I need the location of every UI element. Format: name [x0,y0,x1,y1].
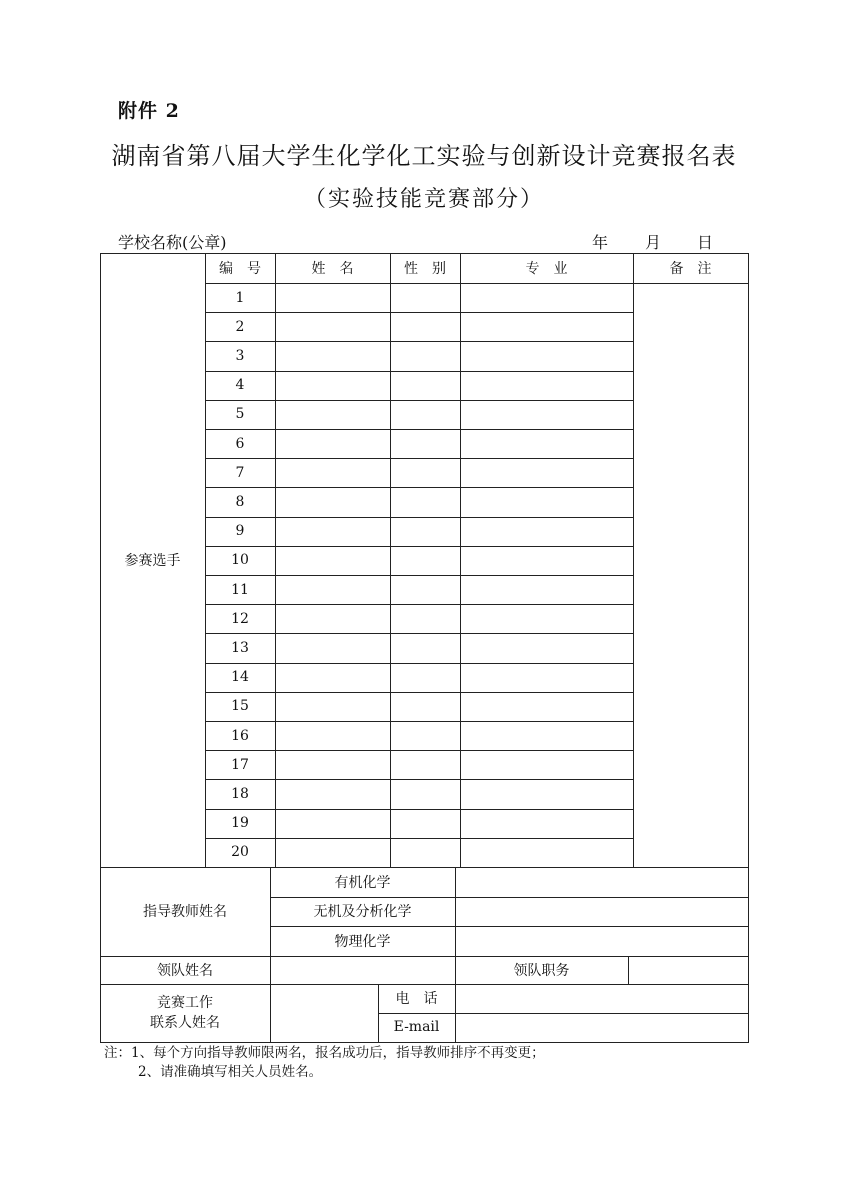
participant-major-field[interactable] [460,371,633,400]
row-number: 1 [235,289,245,306]
participant-gender-field[interactable] [390,283,460,312]
col-header-major: 专业 [525,261,582,277]
participant-gender-field[interactable] [390,721,460,750]
day-label: 日 [697,233,714,252]
participant-name-field[interactable] [275,341,390,370]
participant-major-field[interactable] [460,633,633,662]
participant-major-field[interactable] [460,575,633,604]
participant-gender-field[interactable] [390,341,460,370]
participant-name-field[interactable] [275,429,390,458]
participant-name-field[interactable] [275,779,390,808]
participant-name-field[interactable] [275,838,390,867]
participant-major-field[interactable] [460,779,633,808]
participant-name-field[interactable] [275,458,390,487]
phone-field[interactable] [455,984,748,1013]
participant-name-field[interactable] [275,517,390,546]
participant-name-field[interactable] [275,721,390,750]
participants-label: 参赛选手 [124,553,181,569]
participant-name-field[interactable] [275,750,390,779]
row-number: 5 [235,406,245,423]
advisor-name-label: 指导教师姓名 [143,904,227,921]
notes [104,1044,545,1082]
leader-name-field[interactable] [270,956,455,984]
participant-major-field[interactable] [460,546,633,575]
participant-name-field[interactable] [275,604,390,633]
participant-gender-field[interactable] [390,487,460,516]
email-label: E-mail [393,1019,440,1035]
col-header-name: 姓名 [311,261,368,277]
participant-name-field[interactable] [275,312,390,341]
row-number: 12 [231,610,249,627]
row-number: 16 [231,727,249,744]
participant-gender-field[interactable] [390,546,460,575]
participant-gender-field[interactable] [390,371,460,400]
leader-position-field[interactable] [628,956,748,984]
participant-gender-field[interactable] [390,633,460,662]
col-header-gender: 性别 [404,261,460,277]
participant-gender-field[interactable] [390,663,460,692]
participant-gender-field[interactable] [390,575,460,604]
participant-major-field[interactable] [460,838,633,867]
participant-gender-field[interactable] [390,750,460,779]
advisor-inorganic-analytical-field[interactable] [455,897,748,927]
participant-major-field[interactable] [460,604,633,633]
contact-person-label-line1: 竞赛工作 [157,994,213,1011]
advisor-physical-label: 物理化学 [334,933,391,950]
participant-gender-field[interactable] [390,400,460,429]
participant-major-field[interactable] [460,809,633,838]
leader-position-label: 领队职务 [513,962,570,979]
row-number: 4 [235,377,245,394]
participant-gender-field[interactable] [390,604,460,633]
participant-gender-field[interactable] [390,779,460,808]
participant-major-field[interactable] [460,721,633,750]
row-number: 18 [231,785,249,802]
participant-name-field[interactable] [275,546,390,575]
participant-major-field[interactable] [460,283,633,312]
participant-major-field[interactable] [460,750,633,779]
contact-person-name-field[interactable] [270,984,378,1042]
form-title: 湖南省第八届大学生化学化工实验与创新设计竞赛报名表 [111,142,737,170]
advisor-physical-field[interactable] [455,926,748,956]
participant-gender-field[interactable] [390,838,460,867]
participant-gender-field[interactable] [390,517,460,546]
row-number: 15 [231,698,249,715]
month-label: 月 [645,233,662,252]
contact-person-label [100,984,270,1042]
participant-gender-field[interactable] [390,429,460,458]
row-number: 13 [231,639,249,656]
row-number: 2 [235,318,245,335]
row-number: 7 [235,464,245,481]
phone-label: 电 话 [395,991,438,1007]
note-line-2: 2、请准确填写相关人员姓名。 [138,1064,323,1080]
participant-gender-field[interactable] [390,692,460,721]
participant-name-field[interactable] [275,663,390,692]
row-number: 17 [231,756,249,773]
email-field[interactable] [455,1013,748,1042]
participant-major-field[interactable] [460,429,633,458]
advisor-organic-label: 有机化学 [334,874,391,891]
col-header-remarks: 备注 [669,261,726,277]
col-header-number: 编号 [219,261,275,277]
advisor-organic-field[interactable] [455,867,748,897]
participant-gender-field[interactable] [390,809,460,838]
participant-name-field[interactable] [275,371,390,400]
row-number: 14 [231,669,249,686]
row-number: 10 [231,552,249,569]
participant-major-field[interactable] [460,692,633,721]
school-name-label: 学校名称(公章) [118,233,227,252]
participant-major-field[interactable] [460,312,633,341]
participant-gender-field[interactable] [390,312,460,341]
remarks-field[interactable] [633,283,748,867]
row-number: 6 [235,435,245,452]
participant-major-field[interactable] [460,458,633,487]
participant-name-field[interactable] [275,575,390,604]
row-number: 19 [231,815,249,832]
row-number: 9 [235,523,245,540]
row-number: 11 [231,581,249,598]
attachment-label: 附件 2 [118,100,180,122]
advisor-inorganic-analytical-label: 无机及分析化学 [313,904,412,921]
form-subtitle: （实验技能竞赛部分） [303,187,544,212]
row-number: 20 [231,844,249,861]
participant-name-field[interactable] [275,692,390,721]
participant-name-field[interactable] [275,400,390,429]
participant-name-field[interactable] [275,283,390,312]
participant-major-field[interactable] [460,517,633,546]
contact-person-label-line2: 联系人姓名 [150,1014,220,1031]
participant-gender-field[interactable] [390,458,460,487]
participant-major-field[interactable] [460,341,633,370]
leader-name-label: 领队姓名 [157,962,213,979]
participant-major-field[interactable] [460,400,633,429]
row-number: 8 [235,493,245,510]
row-number: 3 [235,347,245,364]
participant-name-field[interactable] [275,633,390,662]
note-line-1: 注：1、每个方向指导教师限两名，报名成功后，指导教师排序不再变更； [104,1045,545,1061]
participant-name-field[interactable] [275,487,390,516]
participant-major-field[interactable] [460,487,633,516]
participant-name-field[interactable] [275,809,390,838]
participant-major-field[interactable] [460,663,633,692]
year-label: 年 [592,233,609,252]
